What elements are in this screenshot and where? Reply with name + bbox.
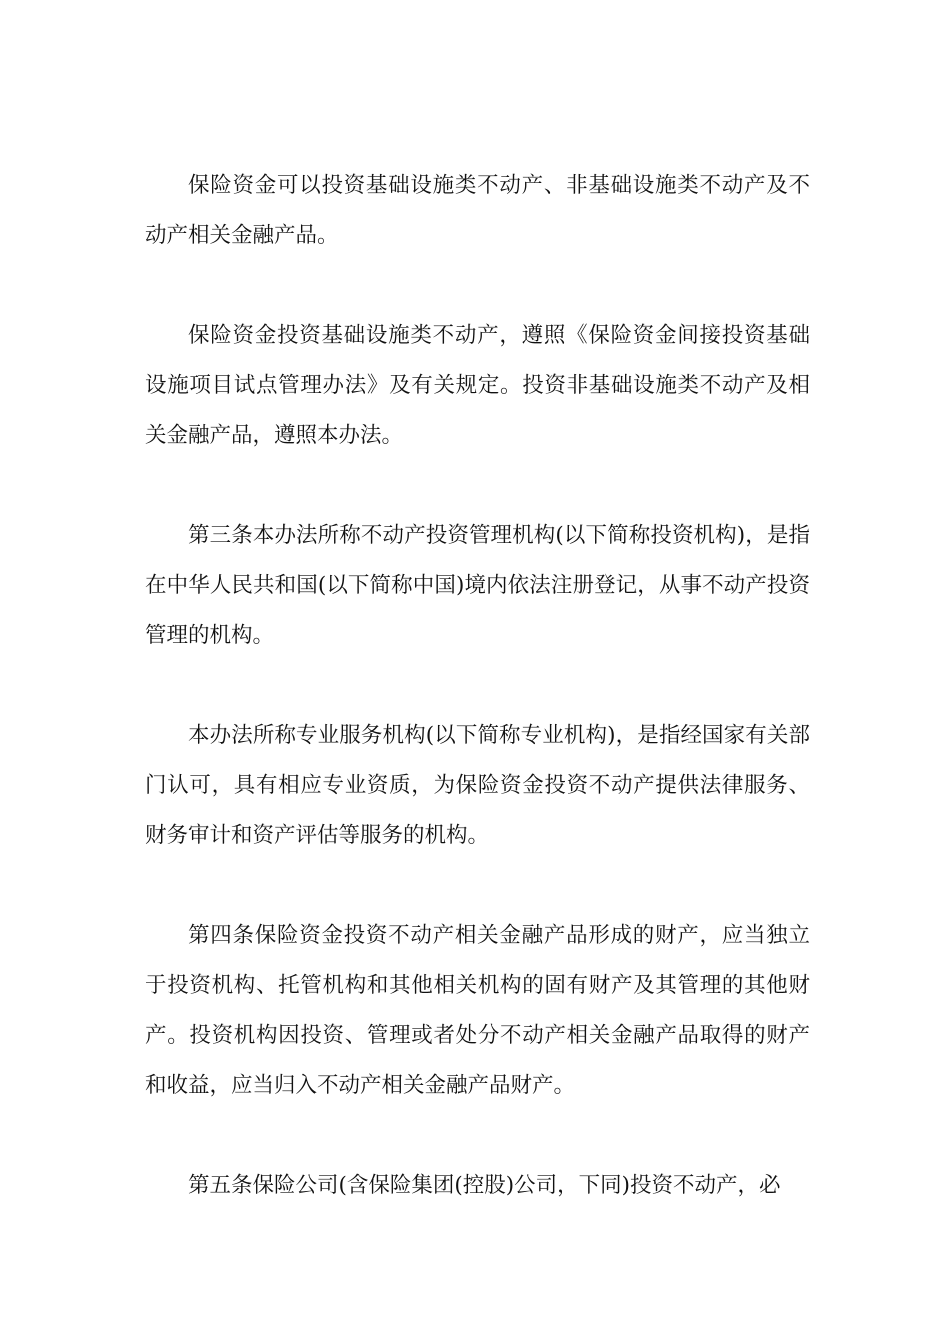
paragraph-article-4: 第四条保险资金投资不动产相关金融产品形成的财产，应当独立于投资机构、托管机构和其他相关机构的固有财产及其管理的其他财产。投资机构因投资、管理或者处分不动产相关金融产品取得的财产和收益，应当归入不动产相关金融产品财产。: [145, 923, 810, 1098]
paragraph-professional-institutions: 本办法所称专业服务机构(以下简称专业机构)，是指经国家有关部门认可，具有相应专业资质，为保险资金投资不动产提供法律服务、财务审计和资产评估等服务的机构。: [145, 723, 810, 848]
paragraph-real-estate-scope: 保险资金可以投资基础设施类不动产、非基础设施类不动产及不动产相关金融产品。: [145, 173, 810, 248]
paragraph-article-3: 第三条本办法所称不动产投资管理机构(以下简称投资机构)，是指在中华人民共和国(以下简称中国)境内依法注册登记，从事不动产投资管理的机构。: [145, 523, 810, 648]
paragraph-infrastructure-rules: 保险资金投资基础设施类不动产，遵照《保险资金间接投资基础设施项目试点管理办法》及有关规定。投资非基础设施类不动产及相关金融产品，遵照本办法。: [145, 323, 810, 448]
paragraph-article-5: 第五条保险公司(含保险集团(控股)公司，下同)投资不动产，必: [188, 1173, 781, 1198]
